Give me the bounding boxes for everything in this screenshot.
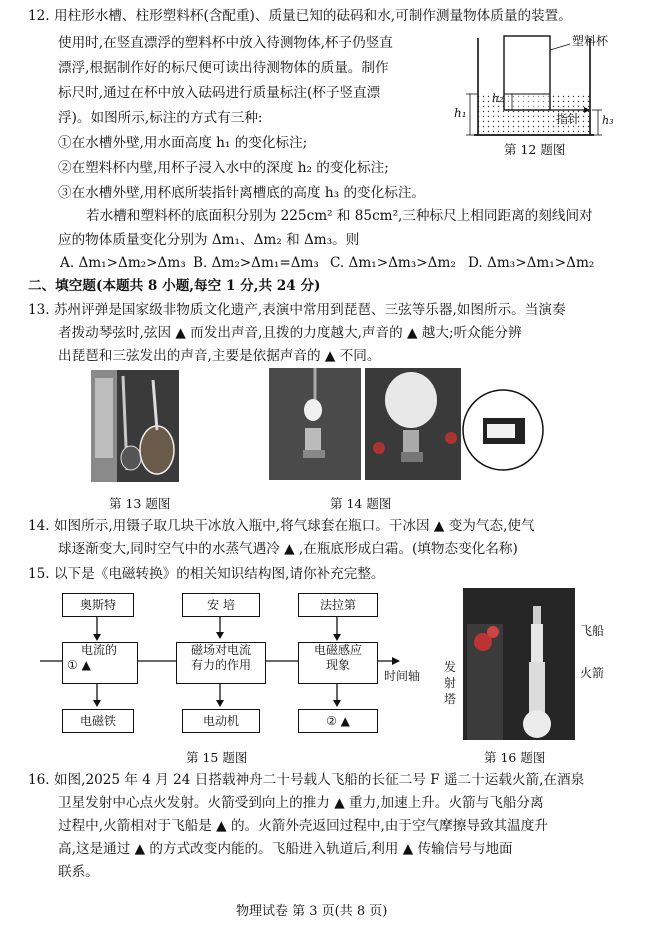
q12-line-7: ②在塑料杯内壁,用杯子浸入水中的深度 h₂ 的变化标注; <box>58 160 389 176</box>
q14-line-2: 球逐渐变大,同时空气中的水蒸气遇冷 ▲ ,在瓶底形成白霜。(填物态变化名称) <box>58 541 518 557</box>
q12-option-d[interactable]: D. Δm₃>Δm₁>Δm₂ <box>468 255 595 271</box>
label-tower-3: 塔 <box>444 692 457 706</box>
rocket-photo <box>463 588 575 740</box>
q12-option-a[interactable]: A. Δm₁>Δm₂>Δm₃ <box>60 255 186 271</box>
box-ampere: 安 培 <box>182 593 260 617</box>
box-induction <box>298 642 378 684</box>
q12-line-8: ③在水槽外壁,用杯底所装指针离槽底的高度 h₃ 的变化标注。 <box>58 185 426 201</box>
q16-line-5: 联系。 <box>58 864 99 880</box>
q12-line-9: 若水槽和塑料杯的底面积分别为 225cm² 和 85cm²,三种标尺上相同距离的刻线间对 <box>86 208 593 224</box>
label-tower-2: 射 <box>444 676 457 690</box>
box-oersted: 奥斯特 <box>62 593 134 617</box>
induction-line-1: 电磁感应 <box>313 643 362 657</box>
q16-line-1: 16. 如图,2025 年 4 月 24 日搭载神舟二十号载人飞船的长征二号 F 遥二十运载火箭,在酒泉 <box>28 772 585 788</box>
box-force-on-current <box>176 642 266 684</box>
instrument-photo <box>91 370 179 482</box>
caption-14: 第 14 题图 <box>330 496 392 511</box>
q12-line-10: 应的物体质量变化分别为 Δm₁、Δm₂ 和 Δm₃。则 <box>58 232 360 248</box>
q12-line-2: 使用时,在竖直漂浮的塑料杯中放入待测物体,杯子仍竖直 <box>58 35 393 51</box>
q16-line-4: 高,这是通过 ▲ 的方式改变内能的。飞船进入轨道后,利用 ▲ 传输信号与地面 <box>58 841 513 857</box>
balloon-small-photo <box>269 368 361 480</box>
caption-15: 第 15 题图 <box>186 750 248 765</box>
q13-line-2: 者拨动琴弦时,弦因 ▲ 而发出声音,且拨的力度越大,声音的 ▲ 越大;听众能分辨 <box>58 325 522 341</box>
label-h3: h₃ <box>602 114 614 127</box>
label-tower-1: 发 <box>444 660 457 674</box>
q12-line-3: 漂浮,根据制作好的标尺便可读出待测物体的质量。制作 <box>58 60 389 76</box>
q12-option-b[interactable]: B. Δm₂>Δm₁=Δm₃ <box>193 255 319 271</box>
blank-1[interactable]: ① ▲ <box>67 658 91 672</box>
q12-line-1: 12. 用柱形水槽、柱形塑料杯(含配重)、质量已知的砝码和水,可制作测量物体质量的装置。 <box>28 8 572 24</box>
q13-line-3: 出琵琶和三弦发出的声音,主要是依据声音的 ▲ 不同。 <box>58 348 381 364</box>
force-on-current-line-2: 有力的作用 <box>190 658 251 672</box>
page-footer: 物理试卷 第 3 页(共 8 页) <box>236 904 388 919</box>
balloon-large-photo <box>365 368 461 480</box>
label-cup: 塑料杯 <box>572 34 609 48</box>
q12-line-5: 浮)。如图所示,标注的方式有三种: <box>58 110 263 126</box>
box-electromagnet: 电磁铁 <box>62 709 134 733</box>
caption-16: 第 16 题图 <box>484 750 546 765</box>
current-effect-label: 电流的 <box>81 643 118 657</box>
section-header: 二、填空题(本题共 8 小题,每空 1 分,共 24 分) <box>28 278 321 294</box>
blank-2[interactable]: ② ▲ <box>298 709 378 733</box>
q12-line-4: 标尺时,通过在杯中放入砝码进行质量标注(杯子竖直漂 <box>58 85 381 101</box>
label-h1: h₁ <box>454 106 467 120</box>
q12-option-c[interactable]: C. Δm₁>Δm₃>Δm₂ <box>330 255 456 271</box>
induction-line-2: 现象 <box>325 658 350 672</box>
box-faraday: 法拉第 <box>298 593 378 617</box>
q14-line-1: 14. 如图所示,用镊子取几块干冰放入瓶中,将气球套在瓶口。干冰因 ▲ 变为气态,使气 <box>28 518 535 534</box>
caption-13: 第 13 题图 <box>109 496 171 511</box>
bottle-closeup <box>457 388 545 472</box>
caption-12: 第 12 题图 <box>504 142 566 157</box>
label-pointer: 指针 <box>556 112 581 126</box>
knowledge-map <box>40 585 440 743</box>
label-ship: 飞船 <box>580 624 605 638</box>
q12-line-6: ①在水槽外壁,用水面高度 h₁ 的变化标注; <box>58 135 308 151</box>
box-current-effect <box>62 642 138 684</box>
label-rocket: 火箭 <box>580 666 605 680</box>
force-on-current-line-1: 磁场对电流 <box>190 643 251 657</box>
q16-line-2: 卫星发射中心点火发射。火箭受到向上的推力 ▲ 重力,加速上升。火箭与飞船分离 <box>58 795 544 811</box>
q13-line-1: 13. 苏州评弹是国家级非物质文化遗产,表演中常用到琵琶、三弦等乐器,如图所示。当演奏 <box>28 302 566 318</box>
time-axis-label: 时间轴 <box>384 669 421 683</box>
box-motor: 电动机 <box>182 709 260 733</box>
q15-line: 15. 以下是《电磁转换》的相关知识结构图,请你补充完整。 <box>28 566 385 582</box>
q12-figure <box>452 30 652 162</box>
q16-line-3: 过程中,火箭相对于飞船是 ▲ 的。火箭外壳返回过程中,由于空气摩擦导致其温度升 <box>58 818 548 834</box>
label-h2: h₂ <box>492 92 504 105</box>
